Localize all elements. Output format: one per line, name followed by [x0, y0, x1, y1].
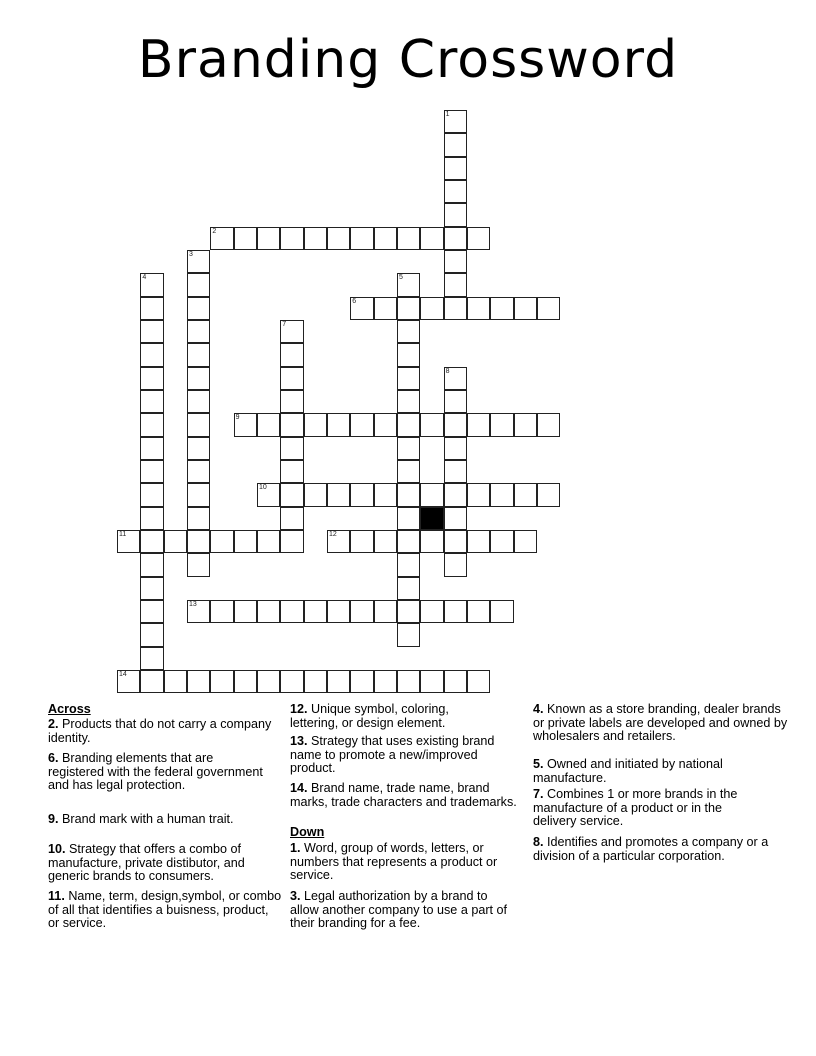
grid-cell[interactable]: [257, 530, 280, 553]
down-header: Down: [290, 825, 325, 839]
grid-cell[interactable]: [444, 553, 467, 576]
grid-cell[interactable]: [187, 390, 210, 413]
grid-cell[interactable]: [140, 483, 163, 506]
clue-number: 1.: [290, 841, 301, 855]
grid-cell[interactable]: [280, 460, 303, 483]
grid-cell[interactable]: [140, 320, 163, 343]
grid-cell[interactable]: [187, 320, 210, 343]
cell-number: 2: [212, 227, 217, 235]
black-cell: [420, 507, 443, 530]
cell-number: 8: [445, 367, 450, 375]
grid-cell[interactable]: [187, 507, 210, 530]
grid-cell[interactable]: [490, 530, 513, 553]
grid-cell[interactable]: [397, 577, 420, 600]
grid-cell[interactable]: [280, 530, 303, 553]
grid-cell[interactable]: [187, 483, 210, 506]
grid-cell[interactable]: [444, 203, 467, 226]
clue-across-10: [48, 843, 288, 884]
grid-cell[interactable]: [187, 250, 210, 273]
clue-text: Brand name, trade name, brand marks, trade characters and trademarks.: [290, 781, 517, 809]
grid-cell[interactable]: [187, 273, 210, 296]
grid-cell[interactable]: [280, 600, 303, 623]
clue-number: 14.: [290, 781, 308, 795]
grid-cell[interactable]: [444, 483, 467, 506]
cell-number: 6: [352, 297, 357, 305]
grid-cell[interactable]: [444, 297, 467, 320]
clue-number: 10.: [48, 842, 66, 856]
clue-across-14: [290, 782, 525, 809]
grid-cell[interactable]: [140, 413, 163, 436]
clue-text: Combines 1 or more brands in the manufacture of a product or in the delivery service.: [533, 787, 738, 829]
clue-number: 9.: [48, 812, 59, 826]
grid-cell[interactable]: [397, 483, 420, 506]
grid-cell[interactable]: [490, 600, 513, 623]
grid-cell[interactable]: [350, 600, 373, 623]
clue-number: 13.: [290, 734, 308, 748]
grid-cell[interactable]: [420, 530, 443, 553]
grid-cell[interactable]: [187, 437, 210, 460]
grid-cell[interactable]: [140, 577, 163, 600]
clue-text: Legal authorization by a brand to allow another company to use a part of their branding for a fee.: [290, 889, 508, 931]
grid-cell[interactable]: [397, 367, 420, 390]
clue-number: 12.: [290, 702, 308, 716]
grid-cell[interactable]: [350, 670, 373, 693]
cell-number: 9: [235, 414, 240, 422]
clue-across-2: [48, 718, 273, 745]
grid-cell[interactable]: [117, 530, 140, 553]
grid-cell[interactable]: [304, 600, 327, 623]
cell-number: 3: [188, 250, 193, 258]
grid-cell[interactable]: [397, 670, 420, 693]
grid-cell[interactable]: [210, 670, 233, 693]
grid-cell[interactable]: [140, 647, 163, 670]
grid-cell[interactable]: [490, 483, 513, 506]
grid-cell[interactable]: [420, 227, 443, 250]
grid-cell[interactable]: [140, 390, 163, 413]
clue-across-9: [48, 813, 253, 827]
grid-cell[interactable]: [327, 413, 350, 436]
clue-text: Products that do not carry a company identity.: [48, 717, 272, 745]
grid-cell[interactable]: [444, 530, 467, 553]
grid-cell[interactable]: [304, 483, 327, 506]
grid-cell[interactable]: [257, 413, 280, 436]
grid-cell[interactable]: [444, 250, 467, 273]
grid-cell[interactable]: [140, 343, 163, 366]
grid-cell[interactable]: [490, 413, 513, 436]
grid-cell[interactable]: [327, 227, 350, 250]
grid-cell[interactable]: [327, 670, 350, 693]
grid-cell[interactable]: [444, 413, 467, 436]
grid-cell[interactable]: [444, 133, 467, 156]
grid-cell[interactable]: [140, 530, 163, 553]
grid-cell[interactable]: [140, 623, 163, 646]
grid-cell[interactable]: [444, 437, 467, 460]
grid-cell[interactable]: [537, 413, 560, 436]
grid-cell[interactable]: [350, 227, 373, 250]
cell-number: 11: [119, 530, 127, 538]
grid-cell[interactable]: [444, 390, 467, 413]
grid-cell[interactable]: [140, 670, 163, 693]
grid-cell[interactable]: [257, 483, 280, 506]
grid-cell[interactable]: [187, 297, 210, 320]
grid-cell[interactable]: [397, 343, 420, 366]
grid-cell[interactable]: [187, 413, 210, 436]
grid-cell[interactable]: [397, 413, 420, 436]
grid-cell[interactable]: [397, 273, 420, 296]
grid-cell[interactable]: [140, 273, 163, 296]
grid-cell[interactable]: [280, 670, 303, 693]
grid-cell[interactable]: [257, 600, 280, 623]
cell-number: 14: [119, 670, 127, 678]
clue-down-7: [533, 788, 768, 829]
grid-cell[interactable]: [444, 157, 467, 180]
clue-number: 11.: [48, 889, 65, 903]
clue-across-13: [290, 735, 505, 776]
grid-cell[interactable]: [140, 553, 163, 576]
clue-text: Word, group of words, letters, or numbers that represents a product or service.: [290, 841, 498, 883]
grid-cell[interactable]: [280, 507, 303, 530]
clue-across-11: [48, 890, 283, 931]
grid-cell[interactable]: [467, 227, 490, 250]
grid-cell[interactable]: [280, 343, 303, 366]
grid-cell[interactable]: [374, 600, 397, 623]
clue-text: Unique symbol, coloring, lettering, or design element.: [290, 702, 449, 730]
grid-cell[interactable]: [140, 507, 163, 530]
grid-cell[interactable]: [467, 670, 490, 693]
grid-cell[interactable]: [234, 227, 257, 250]
grid-cell[interactable]: [140, 297, 163, 320]
grid-cell[interactable]: [234, 600, 257, 623]
grid-cell[interactable]: [420, 600, 443, 623]
grid-cell[interactable]: [490, 297, 513, 320]
across-header: Across: [48, 702, 91, 716]
clue-text: Branding elements that are registered with the federal government and has legal protection.: [48, 751, 263, 793]
grid-cell[interactable]: [374, 483, 397, 506]
grid-cell[interactable]: [280, 227, 303, 250]
grid-cell[interactable]: [327, 483, 350, 506]
grid-cell[interactable]: [280, 413, 303, 436]
grid-cell[interactable]: [444, 507, 467, 530]
cell-number: 7: [282, 320, 287, 328]
grid-cell[interactable]: [350, 297, 373, 320]
cell-number: 4: [142, 274, 147, 282]
grid-cell[interactable]: [140, 437, 163, 460]
grid-cell[interactable]: [304, 670, 327, 693]
grid-cell[interactable]: [397, 437, 420, 460]
grid-cell[interactable]: [397, 460, 420, 483]
grid-cell[interactable]: [467, 530, 490, 553]
grid-cell[interactable]: [374, 413, 397, 436]
grid-cell[interactable]: [444, 670, 467, 693]
grid-cell[interactable]: [210, 227, 233, 250]
grid-cell[interactable]: [187, 367, 210, 390]
grid-cell[interactable]: [444, 273, 467, 296]
grid-cell[interactable]: [117, 670, 140, 693]
clue-across-12: [290, 703, 490, 730]
grid-cell[interactable]: [280, 437, 303, 460]
grid-cell[interactable]: [187, 460, 210, 483]
grid-cell[interactable]: [350, 413, 373, 436]
grid-cell[interactable]: [234, 530, 257, 553]
grid-cell[interactable]: [444, 600, 467, 623]
grid-cell[interactable]: [327, 530, 350, 553]
grid-cell[interactable]: [187, 600, 210, 623]
clue-text: Strategy that offers a combo of manufacture, private distibutor, and generic brands to consumers.: [48, 842, 245, 884]
grid-cell[interactable]: [374, 670, 397, 693]
grid-cell[interactable]: [374, 530, 397, 553]
grid-cell[interactable]: [374, 297, 397, 320]
clue-across-6: [48, 752, 263, 793]
grid-cell[interactable]: [327, 600, 350, 623]
clue-text: Known as a store branding, dealer brands or private labels are developed and owned by wholesalers and retailers.: [533, 702, 788, 744]
clue-number: 4.: [533, 702, 544, 716]
grid-cell[interactable]: [467, 297, 490, 320]
grid-cell[interactable]: [140, 600, 163, 623]
grid-cell[interactable]: [397, 320, 420, 343]
grid-cell[interactable]: [444, 227, 467, 250]
grid-cell[interactable]: [234, 413, 257, 436]
grid-cell[interactable]: [350, 530, 373, 553]
grid-cell[interactable]: [420, 297, 443, 320]
grid-cell[interactable]: [537, 483, 560, 506]
grid-cell[interactable]: [234, 670, 257, 693]
grid-cell[interactable]: [467, 483, 490, 506]
grid-cell[interactable]: [467, 413, 490, 436]
cell-number: 1: [445, 111, 450, 118]
grid-cell[interactable]: [280, 320, 303, 343]
clue-down-4: [533, 703, 793, 744]
grid-cell[interactable]: [280, 483, 303, 506]
grid-cell[interactable]: [280, 390, 303, 413]
clue-text: Identifies and promotes a company or a division of a particular corporation.: [533, 835, 769, 863]
clue-down-5: [533, 758, 733, 785]
clue-number: 8.: [533, 835, 544, 849]
clue-down-3: [290, 890, 515, 931]
clue-text: Owned and initiated by national manufacture.: [533, 757, 723, 785]
grid-cell[interactable]: [444, 460, 467, 483]
grid-cell[interactable]: [397, 530, 420, 553]
grid-cell[interactable]: [514, 413, 537, 436]
grid-cell[interactable]: [420, 670, 443, 693]
clue-number: 6.: [48, 751, 59, 765]
grid-cell[interactable]: [164, 530, 187, 553]
grid-cell[interactable]: [187, 530, 210, 553]
clue-text: Strategy that uses existing brand name to promote a new/improved product.: [290, 734, 495, 776]
grid-cell[interactable]: [187, 553, 210, 576]
grid-cell[interactable]: [210, 530, 233, 553]
clue-number: 3.: [290, 889, 301, 903]
grid-cell[interactable]: [537, 297, 560, 320]
cell-number: 5: [398, 274, 403, 282]
grid-cell[interactable]: [444, 110, 467, 133]
grid-cell[interactable]: [444, 180, 467, 203]
grid-cell[interactable]: [187, 670, 210, 693]
clue-text: Name, term, design,symbol, or combo of all that identifies a buisness, product, or service.: [48, 889, 282, 931]
cell-number: 13: [188, 600, 197, 608]
grid-cell[interactable]: [140, 460, 163, 483]
clue-number: 7.: [533, 787, 544, 801]
grid-cell[interactable]: [304, 413, 327, 436]
clue-down-8: [533, 836, 773, 863]
grid-cell[interactable]: [420, 483, 443, 506]
grid-cell[interactable]: [210, 600, 233, 623]
grid-cell[interactable]: [467, 600, 490, 623]
grid-cell[interactable]: [257, 227, 280, 250]
grid-cell[interactable]: [444, 367, 467, 390]
grid-cell[interactable]: [514, 483, 537, 506]
clue-text: Brand mark with a human trait.: [62, 812, 234, 826]
grid-cell[interactable]: [397, 297, 420, 320]
grid-cell[interactable]: [397, 507, 420, 530]
grid-cell[interactable]: [397, 227, 420, 250]
grid-cell[interactable]: [397, 623, 420, 646]
cell-number: 10: [258, 484, 267, 492]
grid-cell[interactable]: [350, 483, 373, 506]
grid-cell[interactable]: [397, 553, 420, 576]
grid-cell[interactable]: [257, 670, 280, 693]
grid-cell[interactable]: [164, 670, 187, 693]
cell-number: 12: [328, 530, 337, 538]
grid-cell[interactable]: [514, 530, 537, 553]
grid-cell[interactable]: [187, 343, 210, 366]
grid-cell[interactable]: [304, 227, 327, 250]
grid-cell[interactable]: [420, 413, 443, 436]
grid-cell[interactable]: [374, 227, 397, 250]
grid-cell[interactable]: [397, 390, 420, 413]
grid-cell[interactable]: [514, 297, 537, 320]
clue-number: 2.: [48, 717, 59, 731]
clue-down-1: [290, 842, 530, 883]
clue-number: 5.: [533, 757, 544, 771]
grid-cell[interactable]: [280, 367, 303, 390]
page-title: Branding Crossword: [137, 30, 679, 90]
grid-cell[interactable]: [397, 600, 420, 623]
grid-cell[interactable]: [140, 367, 163, 390]
